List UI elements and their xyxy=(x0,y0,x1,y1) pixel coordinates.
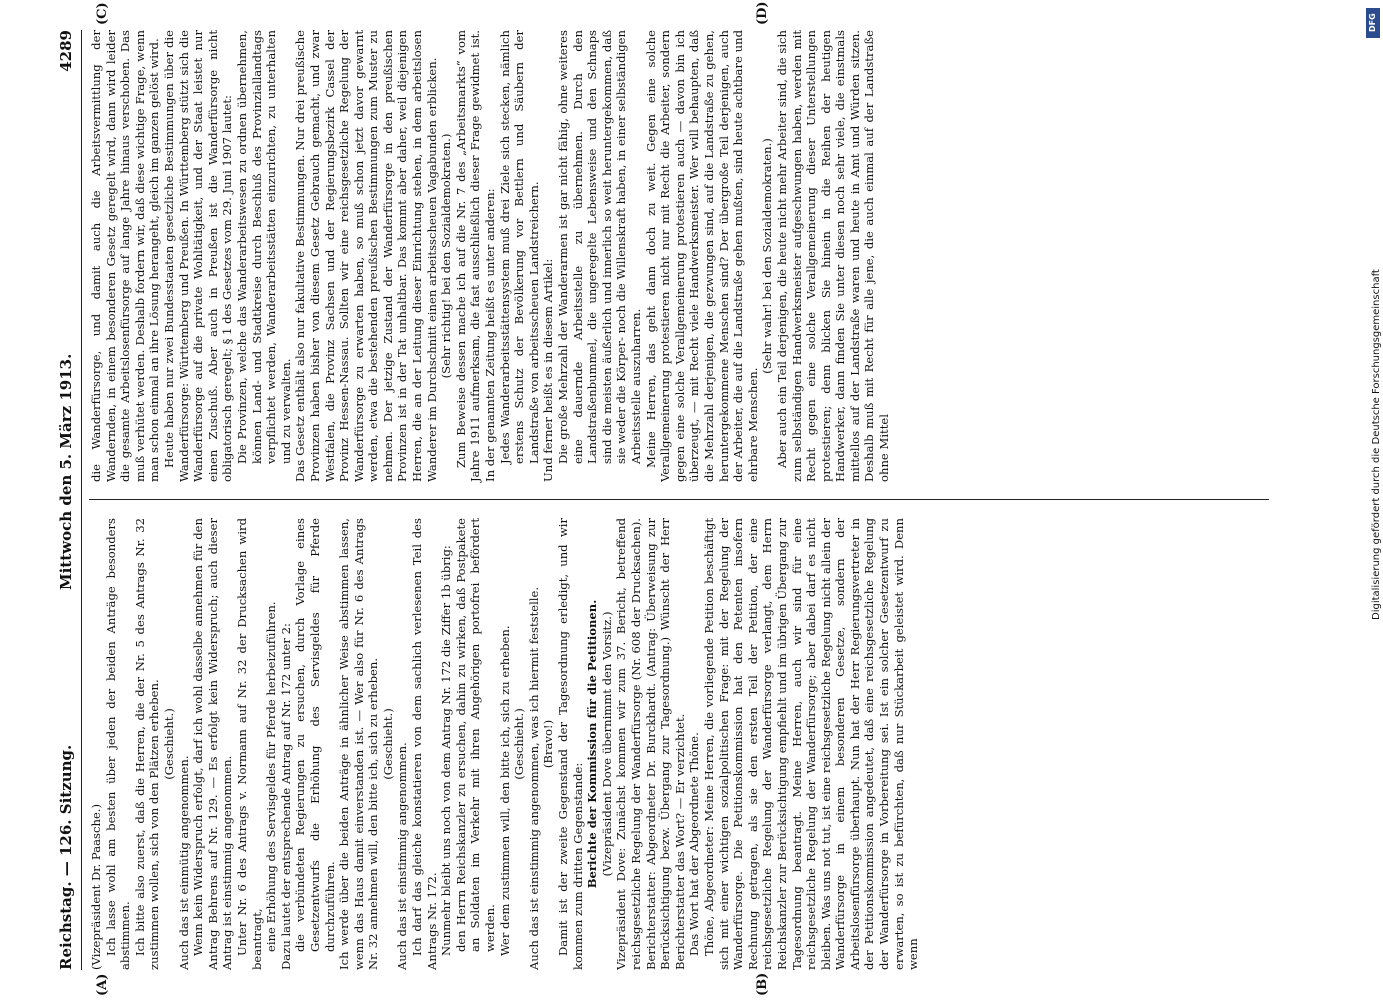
paragraph: Heute haben nur zwei Bundesstaaten gesetzliche Bestimmungen über die Wanderfürsorge: Württemberg und Preußen. In Württemberg stützt sich die Wanderfürsorge auf die private Wohltätigkeit, und der Staat leistet nur einen Zuschuß. Aber auch in Preußen ist die Wanderfürsorge nicht obligatorisch geregelt; § 1 des Gesetzes vom 29. Juni 1907 lautet: xyxy=(161,30,235,482)
margin-marker-c: (C) xyxy=(95,2,110,25)
paragraph: (Geschieht.) xyxy=(161,708,176,780)
paragraph: (Vizepräsident Dr. Paasche.) xyxy=(89,803,103,970)
header-date: Mittwoch den 5. März 1913. xyxy=(57,353,75,590)
paragraph: Die große Mehrzahl der Wanderarmen ist gar nicht fähig, ohne weiteres eine dauernde Arbeitsstelle zu übernehmen. Durch den Landstraßenbummel, die ungeregelte Lebensweise und den Schnaps sind die meisten äußerlich und innerlich so weit heruntergekommen, daß sie weder die Körper- noch die Willenskraft haben, in einer selbständigen Arbeitsstelle auszuharren. xyxy=(556,30,643,464)
paragraph: Ich werde über die beiden Anträge in ähnlicher Weise abstimmen lassen, wenn das Haus damit einverstanden ist. — Wer also für Nr. 6 des Antrags Nr. 32 annehmen will, den bitte ich, sich zu erheben. xyxy=(337,518,381,970)
paragraph: (Geschieht.) xyxy=(380,708,395,780)
paragraph: Meine Herren, das geht dann doch zu weit. Gegen eine solche Verallgemeinerung protestieren nicht nur mit Recht die Arbeiter, sondern gegen eine solche Verallgemeinerung protestieren auch — davon bin ich überzeugt, — mit Recht viele Handwerksmeister. Wer will behaupten, daß die Mehrzahl derjenigen, die gezwungen sind, auf die Landstraße zu gehen, heruntergekommene Menschen sind? Der übergroße Teil derjenigen, auch der Arbeiter, die auf die Landstraße gehen mußten, sind heute achtbare und ehrbare Menschen. xyxy=(643,30,760,482)
paragraph: Ich darf das gleiche konstatieren von dem sachlich verlesenen Teil des Antrags Nr. 172. xyxy=(410,518,439,970)
dfg-logo: DFG xyxy=(1366,8,1380,38)
paragraph: Das Wort hat der Abgeordnete Thöne. xyxy=(687,732,702,956)
right-column xyxy=(89,30,892,482)
paragraph: (Sehr richtig! bei den Sozialdemokraten.) xyxy=(439,133,454,379)
paragraph: Wenn kein Widerspruch erfolgt, darf ich wohl dasselbe annehmen für den Antrag Behrens auf Nr. 129. — Es erfolgt kein Widerspruch; auch dieser Antrag ist einstimmig angenommen. xyxy=(191,518,235,970)
paragraph: Vizepräsident Dove: Zunächst kommen wir zum 37. Bericht, betreffend reichsgesetzliche Regelung der Wanderfürsorge (Nr. 608 der Drucksachen). Berichterstatter: Abgeordneter Dr. Burckhardt. (Antrag: Überweisung zur Berücksichtigung bezw. Übergang zur Tagesordnung.) Wünscht der Herr Berichterstatter das Wort? — Er verzichtet. xyxy=(614,518,687,970)
paragraph: den Herrn Reichskanzler zu ersuchen, dahin zu wirken, daß Postpakete an Soldaten im Verkehr mit ihren Angehörigen portofrei befördert werden. xyxy=(453,518,498,952)
digitization-credit: Digitalisierung gefördert durch die Deutsche Forschungsgemeinschaft xyxy=(1371,269,1382,620)
paragraph: Wer dem zustimmen will, den bitte ich, sich zu erheben. xyxy=(497,625,512,956)
paragraph: Das Gesetz enthält also nur fakultative Bestimmungen. Nur drei preußische Provinzen haben bisher von diesem Gesetz Gebrauch gemacht, und zwar Westfalen, die Provinz Sachsen und der Regierungsbezirk Cassel der Provinz Hessen-Nassau. Sollten wir eine reichsgesetzliche Regelung der Wanderfürsorge zu erwarten haben, so muß schon jetzt davor gewarnt werden, etwa die bestehenden preußischen Bestimmungen zum Muster zu nehmen. Der jetzige Zustand der Wanderfürsorge in den preußischen Provinzen ist in der Tat unhaltbar. Das kommt aber daher, weil diejenigen Herren, die an der Leitung dieser Einrichtung stehen, in dem arbeitslosen Wanderer im Durchschnitt einen arbeitsscheuen Vagabunden erblicken. xyxy=(293,30,439,482)
paragraph: Aber auch ein Teil derjenigen, die heute nicht mehr Arbeiter sind, die sich zum selbständigen Handwerksmeister aufgeschwungen haben, werden mit Recht gegen eine solche Verallgemeinerung dieser Unterstellungen protestieren; denn blicken Sie hinein in die Reihen der heutigen Handwerker, dann finden Sie unter diesen noch sehr viele, die einstmals mittellos auf der Landstraße waren und heute in Amt und Würden sitzen. Deshalb muß mit Recht für alle jene, die auch einmal auf der Landstraße ohne Mittel xyxy=(774,30,892,482)
paragraph: Unter Nr. 6 des Antrags v. Normann auf Nr. 32 der Drucksachen wird beantragt, xyxy=(234,518,264,970)
paragraph: Die Provinzen, welche das Wanderarbeitswesen zu ordnen übernehmen, können Land- und Stadtkreise durch Beschluß des Provinziallandtags verpflichtet werden, Wanderarbeitsstätten einzurichten, zu unterhalten und zu verwalten. xyxy=(234,30,293,464)
header-left: Reichstag. — 126. Sitzung. xyxy=(57,744,75,970)
paragraph: Thöne, Abgeordneter: Meine Herren, die vorliegende Petition beschäftigt sich mit einer wichtigen sozialpolitischen Frage: mit der Regelung der Wanderfürsorge. Die Petitionskommission hat den Petenten insofern Rechnung getragen, als sie den ersten Teil der Petition, der eine reichsgesetzliche Regelung der Wanderfürsorge verlangt, dem Herrn Reichskanzler zur Berücksichtigung empfiehlt und im übrigen Übergang zur Tagesordnung beantragt. Meine Herren, auch wir sind für eine reichsgesetzliche Regelung der Wanderfürsorge; aber dabei darf es nicht bleiben. Was uns not tut, ist eine reichsgesetzliche Regelung nicht allein der Wanderfürsorge in einem besonderen Gesetze, sondern der Arbeitslosenfürsorge überhaupt. Nun hat der Herr Regierungsvertreter in der Petitionskommission angedeutet, daß eine reichsgesetzliche Regelung der Wanderfürsorge in Vorbereitung sei. Ist ein solcher Gesetzentwurf zu erwarten, so ist zu befürchten, daß nur Stückarbeit geleistet wird. Denn wenn xyxy=(701,518,921,970)
margin-marker-b: (B) xyxy=(755,972,770,996)
paragraph: Zum Beweise dessen mache ich auf die Nr. 7 des „Arbeitsmarkts“ vom Jahre 1911 aufmerksam, die fast ausschließlich dieser Frage gewidmet ist. In der genannten Zeitung heißt es unter anderen: xyxy=(453,30,498,482)
margin-marker-a: (A) xyxy=(95,973,110,996)
column-rule xyxy=(89,499,1269,500)
page-header xyxy=(55,30,81,970)
paragraph: Ich bitte also zuerst, daß die Herren, die der Nr. 5 des Antrags Nr. 32 zustimmen wollen, sich von den Plätzen erheben. xyxy=(132,518,162,970)
page-number: 4289 xyxy=(57,30,75,72)
paragraph: die Wanderfürsorge, und damit auch die Arbeitsvermittlung der Wandernden, in einem besonderen Gesetz geregelt wird, dann wird leider die gesamte Arbeitslosenfürsorge auf lange Jahre hinaus verschoben. Das muß verhütet werden. Deshalb fordern wir, daß diese wichtige Frage, wenn man schon einmal an ihre Lösung herangeht, gleich im ganzen gelöst wird. xyxy=(89,30,162,482)
paragraph: die verbündeten Regierungen zu ersuchen, durch Vorlage eines Gesetzentwurfs die Erhöhung des Servisgeldes für Pferde durchzuführen. xyxy=(293,518,337,952)
paragraph: eine Erhöhung des Servisgeldes für Pferde herbeizuführen. xyxy=(264,601,279,952)
paragraph: (Geschieht.) xyxy=(512,708,527,780)
paragraph: Auch das ist einstimmig angenommen, was ich hiermit feststelle. xyxy=(526,586,541,970)
paragraph: Ich lasse wohl am besten über jeden der beiden Anträge besonders abstimmen. xyxy=(103,518,133,970)
paragraph: Und ferner heißt es in diesem Artikel: xyxy=(541,258,556,482)
document-sheet xyxy=(55,1,1295,996)
paragraph: Damit ist der zweite Gegenstand der Tagesordnung erledigt, und wir kommen zum dritten Gegenstande: xyxy=(556,518,585,970)
paragraph: (Vizepräsident Dove übernimmt den Vorsitz.) xyxy=(599,611,614,877)
paragraph: (Sehr wahr! bei den Sozialdemokraten.) xyxy=(760,138,775,374)
paragraph: Berichte der Kommission für die Petitionen. xyxy=(585,599,600,889)
paragraph: Auch das ist einstimmig angenommen. xyxy=(395,742,410,970)
paragraph: Dazu lautet der entsprechende Antrag auf Nr. 172 unter 2: xyxy=(278,623,293,970)
paragraph: Nunmehr bleibt uns noch von dem Antrag Nr. 172 die Ziffer 1b übrig: xyxy=(439,545,454,956)
paragraph: Jedes Wanderarbeitsstättensystem muß drei Ziele sich stecken, nämlich erstens Schutz der Bevölkerung vor Bettlern und Säubern der Landstraße von arbeitsscheuen Landstreichern. xyxy=(497,30,541,464)
header-rule xyxy=(81,30,82,970)
left-column xyxy=(89,518,921,970)
paragraph: Auch das ist einmütig angenommen. xyxy=(176,755,191,970)
paragraph: (Bravo!) xyxy=(541,719,556,769)
margin-marker-d: (D) xyxy=(755,1,770,25)
